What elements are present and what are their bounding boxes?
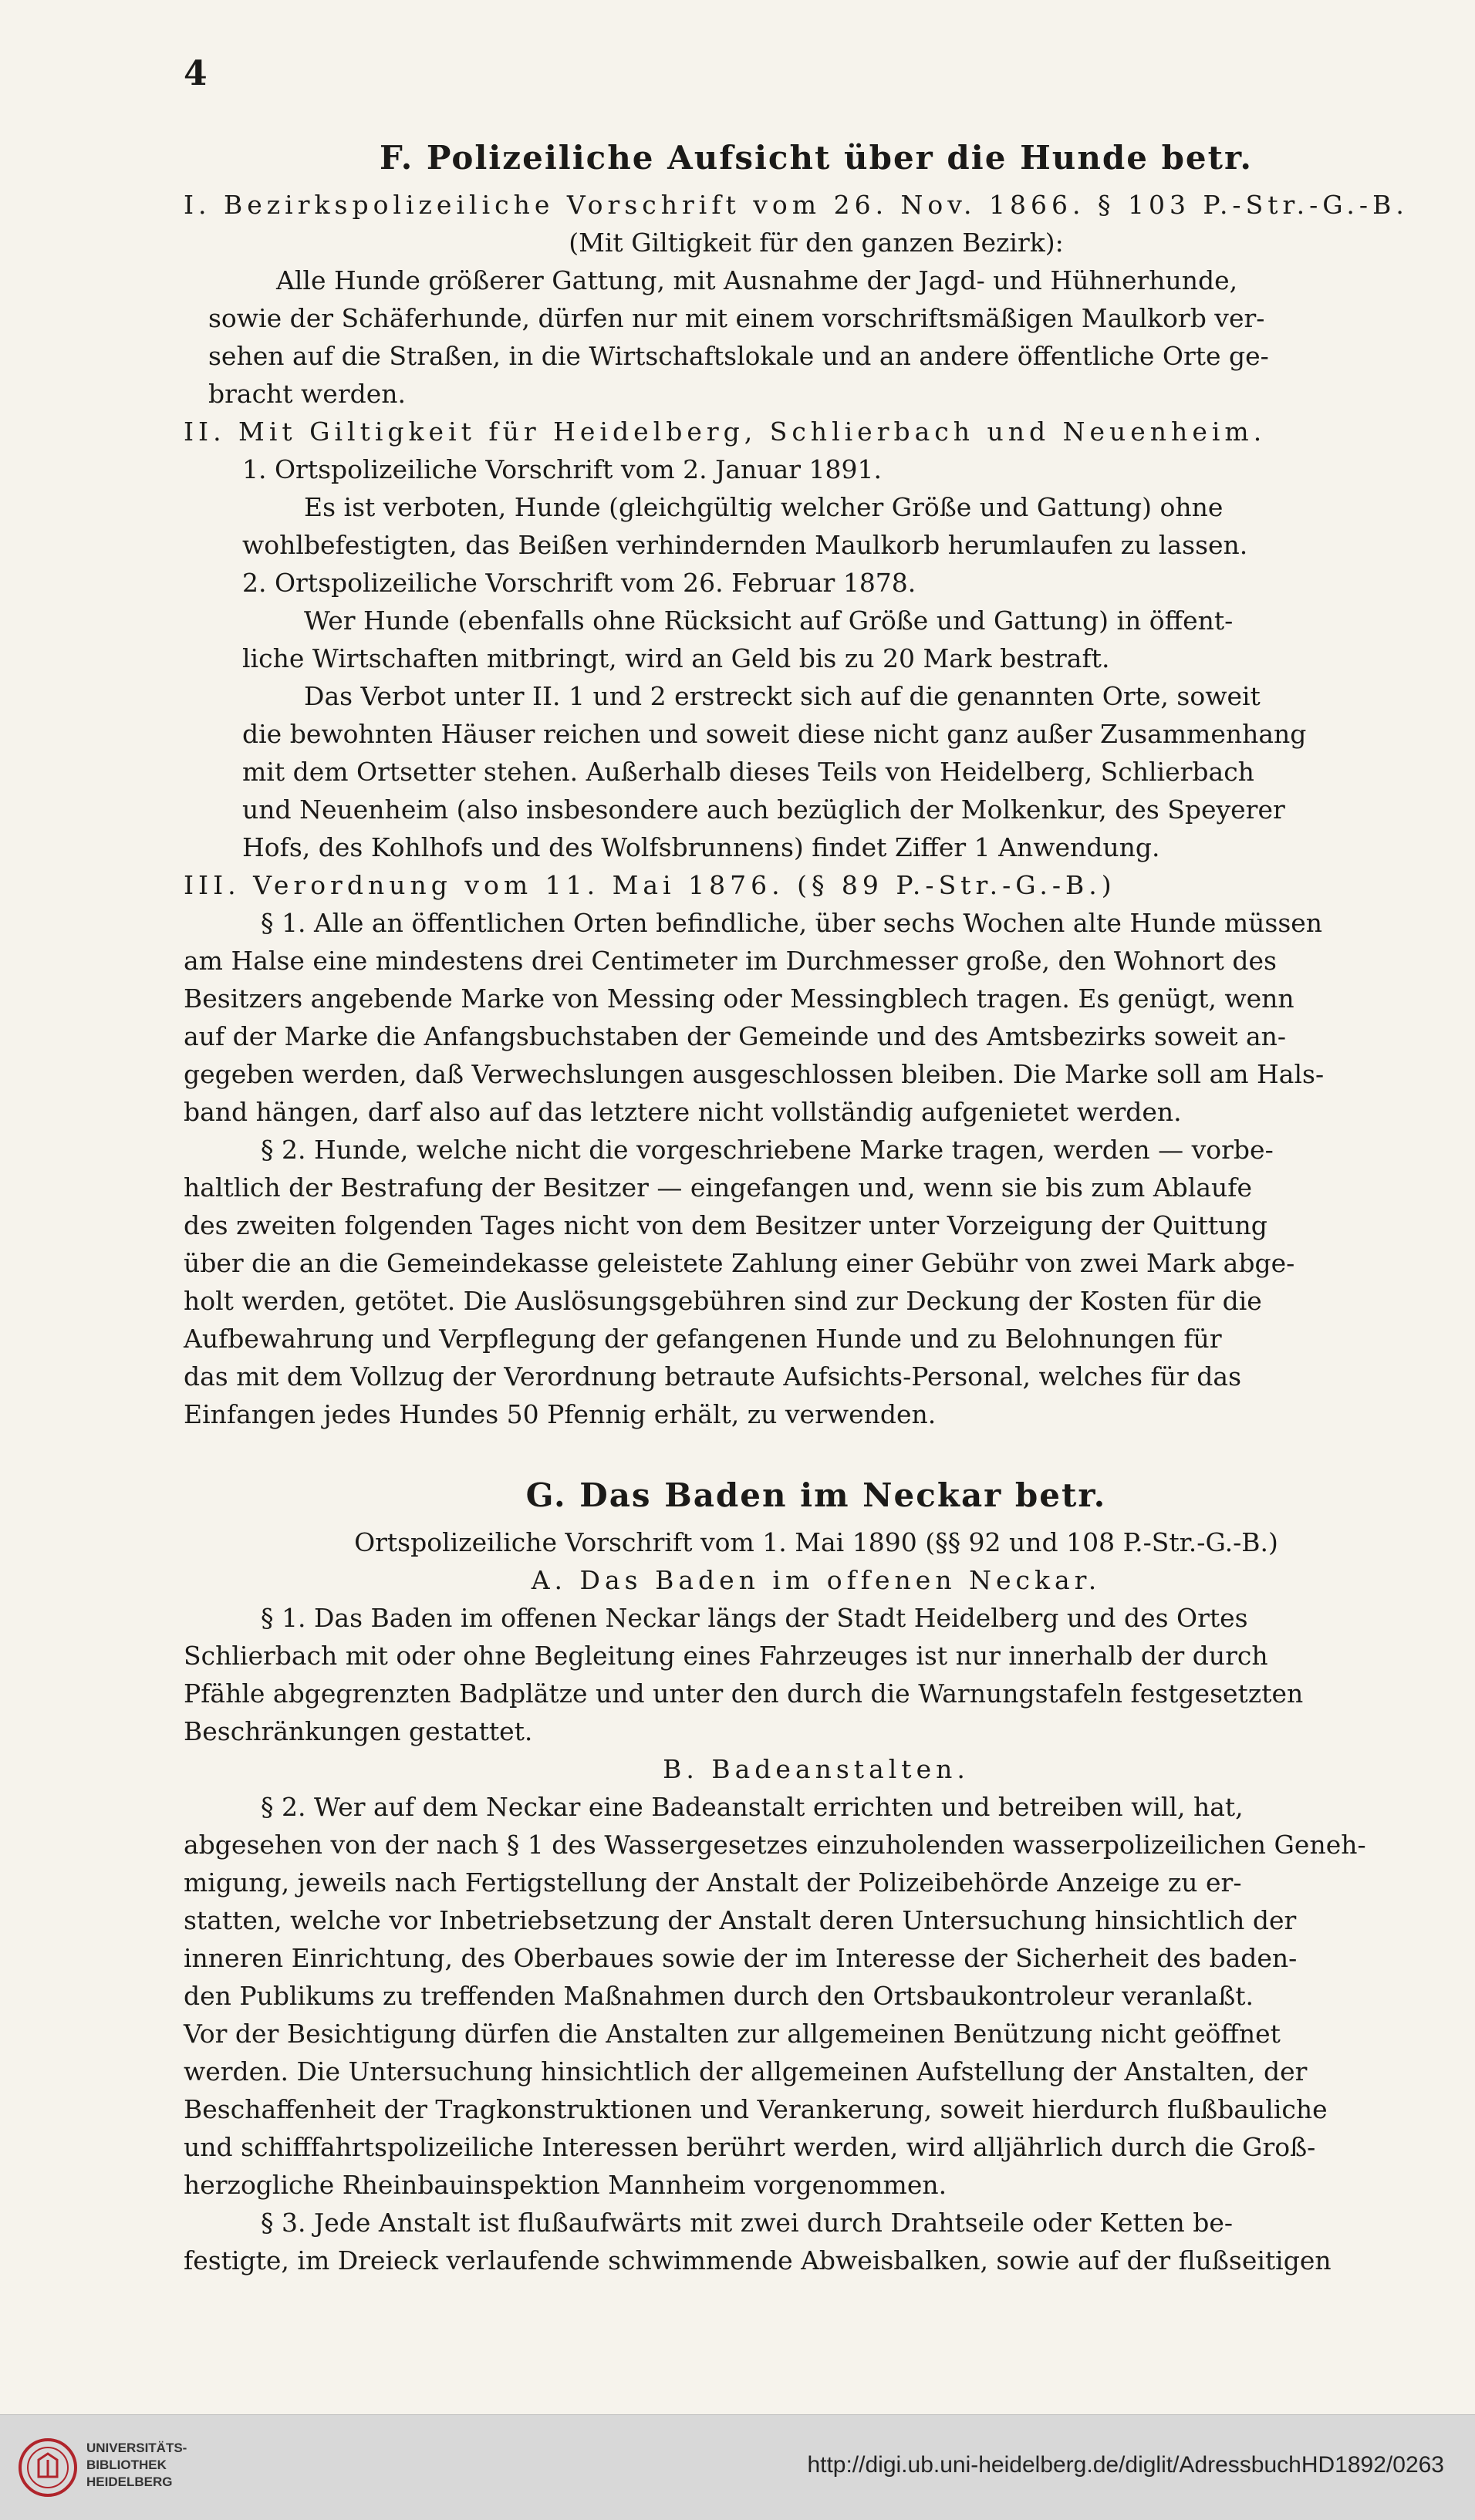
subheading: B. Badeanstalten. (663, 1754, 970, 1784)
text-line: haltlich der Bestrafung der Besitzer — eingefangen und, wenn sie bis zum Ablaufe (184, 1172, 1253, 1203)
source-url-link[interactable]: http://digi.ub.uni-heidelberg.de/diglit/AdressbuchHD1892/0263 (807, 2452, 1444, 2478)
subheading: A. Das Baden im offenen Neckar. (531, 1565, 1102, 1595)
text-line: Vor der Besichtigung dürfen die Anstalten zur allgemeinen Benützung nicht geöffnet (184, 2019, 1281, 2049)
text-line: 1. Ortspolizeiliche Vorschrift vom 2. Januar 1891. (242, 454, 882, 484)
text-line: § 1. Das Baden im offenen Neckar längs der Stadt Heidelberg und des Ortes (261, 1603, 1248, 1633)
text-line: Es ist verboten, Hunde (gleichgültig welcher Größe und Gattung) ohne (304, 492, 1224, 522)
page-number: 4 (184, 54, 208, 93)
text-line: § 2. Wer auf dem Neckar eine Badeanstalt errichten und betreiben will, hat, (261, 1792, 1244, 1822)
page-text (184, 139, 1449, 2279)
text-line: statten, welche vor Inbetriebsetzung der Anstalt deren Untersuchung hinsichtlich der (184, 1905, 1297, 1935)
text-line: Besitzers angebende Marke von Messing oder Messingblech tragen. Es genügt, wenn (184, 983, 1294, 1014)
text-line: Pfähle abgegrenzten Badplätze und unter den durch die Warnungstafeln festgesetzten (184, 1678, 1304, 1709)
university-seal-icon (17, 2437, 79, 2498)
text-line: § 3. Jede Anstalt ist flußaufwärts mit zwei durch Drahtseile oder Ketten be- (261, 2208, 1234, 2238)
library-name (86, 2440, 187, 2491)
text-line: Wer Hunde (ebenfalls ohne Rücksicht auf Größe und Gattung) in öffent- (304, 606, 1234, 636)
text-line: Hofs, des Kohlhofs und des Wolfsbrunnens) findet Ziffer 1 Anwendung. (242, 832, 1160, 862)
text-line: § 1. Alle an öffentlichen Orten befindliche, über sechs Wochen alte Hunde müssen (261, 908, 1323, 938)
text-line: festigte, im Dreieck verlaufende schwimmende Abweisbalken, sowie auf der flußseitigen (184, 2245, 1332, 2275)
text-line: des zweiten folgenden Tages nicht von dem Besitzer unter Vorzeigung der Quittung (184, 1210, 1267, 1240)
text-line: Aufbewahrung und Verpflegung der gefangenen Hunde und zu Belohnungen für (184, 1324, 1222, 1354)
text-line: § 2. Hunde, welche nicht die vorgeschriebene Marke tragen, werden — vorbe- (261, 1135, 1274, 1165)
library-name-line: UNIVERSITÄTS- (86, 2441, 187, 2455)
text-line: sowie der Schäferhunde, dürfen nur mit einem vorschriftsmäßigen Maulkorb ver- (208, 303, 1265, 333)
text-line: Ortspolizeiliche Vorschrift vom 1. Mai 1890 (§§ 92 und 108 P.-Str.-G.-B.) (354, 1527, 1278, 1557)
section-title-f: F. Polizeiliche Aufsicht über die Hunde betr. (380, 139, 1253, 177)
text-line: Beschränkungen gestattet. (184, 1716, 533, 1746)
text-line: 2. Ortspolizeiliche Vorschrift vom 26. Februar 1878. (242, 568, 916, 598)
text-line: Alle Hunde größerer Gattung, mit Ausnahme der Jagd- und Hühnerhunde, (276, 265, 1238, 295)
text-line: holt werden, getötet. Die Auslösungsgebühren sind zur Deckung der Kosten für die (184, 1286, 1262, 1316)
text-line: bracht werden. (208, 379, 407, 409)
text-line: migung, jeweils nach Fertigstellung der Anstalt der Polizeibehörde Anzeige zu er- (184, 1867, 1242, 1898)
text-line: Einfangen jedes Hundes 50 Pfennig erhält, zu verwenden. (184, 1399, 937, 1429)
text-line: wohlbefestigten, das Beißen verhindernden Maulkorb herumlaufen zu lassen. (242, 530, 1248, 560)
text-line: sehen auf die Straßen, in die Wirtschaftslokale und an andere öffentliche Orte ge- (208, 341, 1269, 371)
section-gap (184, 1433, 1449, 1476)
text-line: (Mit Giltigkeit für den ganzen Bezirk): (569, 228, 1064, 258)
text-line: band hängen, darf also auf das letztere nicht vollständig aufgenietet werden. (184, 1097, 1182, 1127)
text-line: Das Verbot unter II. 1 und 2 erstreckt sich auf die genannten Orte, soweit (304, 681, 1261, 711)
text-line: das mit dem Vollzug der Verordnung betraute Aufsichts-Personal, welches für das (184, 1361, 1241, 1392)
text-line: Beschaffenheit der Tragkonstruktionen und Verankerung, soweit hierdurch flußbauliche (184, 2094, 1328, 2124)
text-line: werden. Die Untersuchung hinsichtlich der allgemeinen Aufstellung der Anstalten, der (184, 2056, 1308, 2087)
text-line: herzogliche Rheinbauinspektion Mannheim vorgenommen. (184, 2170, 947, 2200)
footer-bar (0, 2414, 1475, 2520)
text-line: auf der Marke die Anfangsbuchstaben der Gemeinde und des Amtsbezirks soweit an- (184, 1021, 1287, 1051)
text-line: und schifffahrtspolizeiliche Interessen berührt werden, wird alljährlich durch die Groß- (184, 2132, 1316, 2162)
text-line: gegeben werden, daß Verwechslungen ausgeschlossen bleiben. Die Marke soll am Hals- (184, 1059, 1325, 1089)
library-name-line: BIBLIOTHEK (86, 2458, 167, 2472)
section-title-g: G. Das Baden im Neckar betr. (525, 1476, 1107, 1514)
text-line: inneren Einrichtung, des Oberbaues sowie der im Interesse der Sicherheit des baden- (184, 1943, 1298, 1973)
text-line: mit dem Ortsetter stehen. Außerhalb dieses Teils von Heidelberg, Schlierbach (242, 757, 1254, 787)
text-line: den Publikums zu treffenden Maßnahmen durch den Ortsbaukontroleur veranlaßt. (184, 1981, 1254, 2011)
library-name-line: HEIDELBERG (86, 2474, 173, 2489)
text-line: die bewohnten Häuser reichen und soweit diese nicht ganz außer Zusammenhang (242, 719, 1307, 749)
text-line: über die an die Gemeindekasse geleistete Zahlung einer Gebühr von zwei Mark abge- (184, 1248, 1295, 1278)
text-line: Schlierbach mit oder ohne Begleitung eines Fahrzeuges ist nur innerhalb der durch (184, 1641, 1268, 1671)
text-line: abgesehen von der nach § 1 des Wassergesetzes einzuholenden wasserpolizeilichen Geneh- (184, 1830, 1366, 1860)
text-line: am Halse eine mindestens drei Centimeter im Durchmesser große, den Wohnort des (184, 946, 1277, 976)
text-line: II. Mit Giltigkeit für Heidelberg, Schlierbach und Neuenheim. (184, 417, 1267, 447)
text-line: I. Bezirkspolizeiliche Vorschrift vom 26. Nov. 1866. § 103 P.-Str.-G.-B. (184, 190, 1409, 220)
text-line: liche Wirtschaften mitbringt, wird an Geld bis zu 20 Mark bestraft. (242, 643, 1110, 673)
text-line: III. Verordnung vom 11. Mai 1876. (§ 89 P.-Str.-G.-B.) (184, 870, 1116, 900)
text-line: und Neuenheim (also insbesondere auch bezüglich der Molkenkur, des Speyerer (242, 794, 1285, 825)
